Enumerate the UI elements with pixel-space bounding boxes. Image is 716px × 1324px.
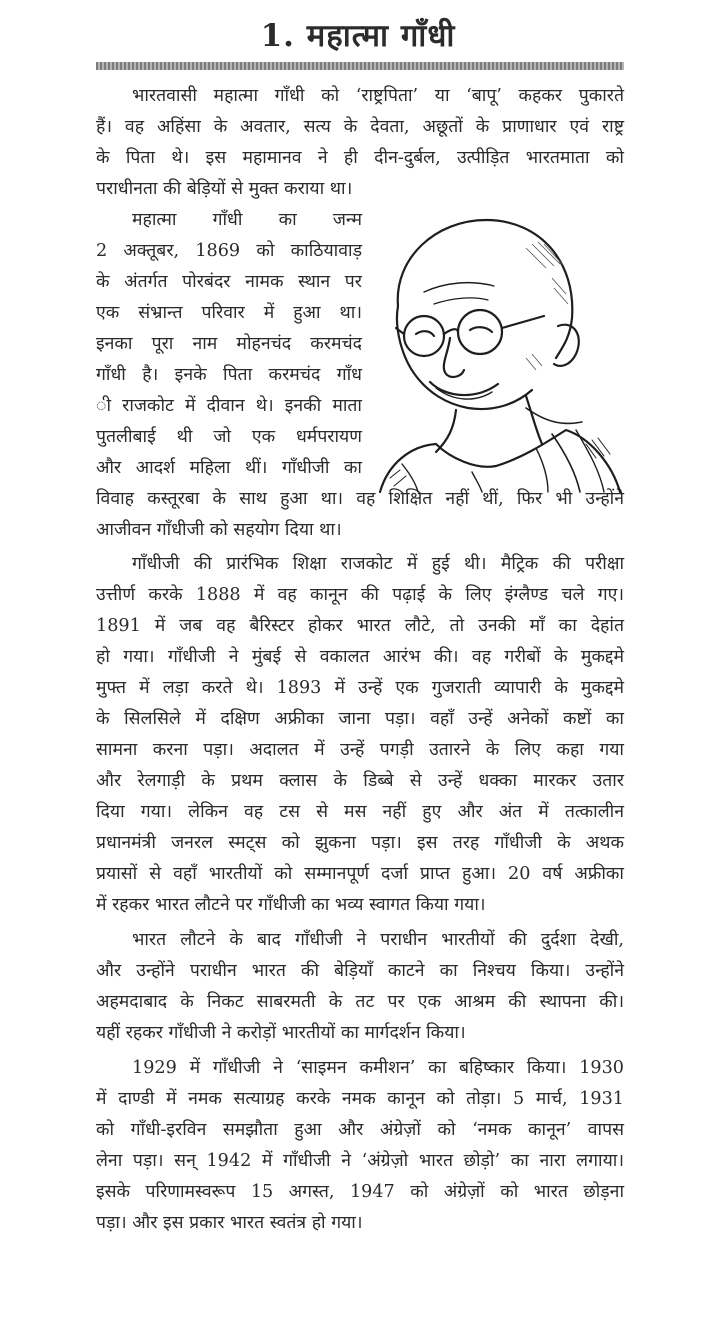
paragraph-5-line: पड़ा। और इस प्रकार भारत स्वतंत्र हो गया। — [96, 1213, 363, 1233]
paragraph-3-line: हो गया। गाँधीजी ने मुंबई से वकालत आरंभ की। वह गरीबों के मुकद्दमे — [96, 647, 624, 667]
paragraph-3-line: के सिलसिले में दक्षिण अफ्रीका जाना पड़ा। वहाँ उन्हें अनेकों कष्टों का — [96, 709, 624, 729]
paragraph-2-line: इनका पूरा नाम मोहनचंद करमचंद — [96, 334, 362, 354]
paragraph-5-line: 1929 में गाँधीजी ने ‘साइमन कमीशन’ का बहिष्कार किया। 1930 — [132, 1058, 624, 1078]
paragraph-3-line: मुफ्त में लड़ा करते थे। 1893 में उन्हें एक गुजराती व्यापारी के मुकद्दमे — [96, 678, 624, 698]
paragraph-2-line: गाँधी है। इनके पिता करमचंद गाँध — [96, 365, 362, 385]
paragraph-1-line: पराधीनता की बेड़ियों से मुक्त कराया था। — [96, 179, 353, 199]
paragraph-4-line: भारत लौटने के बाद गाँधीजी ने पराधीन भारतीयों की दुर्दशा देखी, — [132, 930, 624, 950]
paragraph-1-line: भारतवासी महात्मा गाँधी को ‘राष्ट्रपिता’ या ‘बापू’ कहकर पुकारते — [132, 86, 624, 106]
paragraph-2-line: एक संभ्रान्त परिवार में हुआ था। — [96, 303, 362, 323]
paragraph-3-line: में रहकर भारत लौटने पर गाँधीजी का भव्य स्वागत किया गया। — [96, 895, 486, 915]
paragraph-3-line: दिया गया। लेकिन वह टस से मस नहीं हुए और अंत में तत्कालीन — [96, 802, 624, 822]
paragraph-5-line: लेना पड़ा। सन् 1942 में गाँधीजी ने ‘अंग्रेज़ो भारत छोड़ो’ का नारा लगाया। — [96, 1151, 624, 1171]
gandhi-portrait-illustration — [376, 208, 624, 494]
paragraph-5-line: में दाण्डी में नमक सत्याग्रह करके नमक कानून को तोड़ा। 5 मार्च, 1931 — [96, 1089, 624, 1109]
paragraph-3-line: 1891 में जब वह बैरिस्टर होकर भारत लौटे, तो उनकी माँ का देहांत — [96, 616, 624, 636]
paragraph-5-line: इसके परिणामस्वरूप 15 अगस्त, 1947 को अंग्रेज़ों को भारत छोड़ना — [96, 1182, 624, 1202]
paragraph-2-line: 2 अक्तूबर, 1869 को काठियावाड़ — [96, 241, 362, 261]
paragraph-1-line: के पिता थे। इस महामानव ने ही दीन-दुर्बल, उत्पीड़ित भारतमाता को — [96, 148, 624, 168]
paragraph-4-line: यहीं रहकर गाँधीजी ने करोड़ों भारतीयों का मार्गदर्शन किया। — [96, 1023, 466, 1043]
paragraph-4-line: और उन्होंने पराधीन भारत की बेड़ियाँ काटने का निश्चय किया। उन्होंने — [96, 961, 624, 981]
paragraph-1-line: हैं। वह अहिंसा के अवतार, सत्य के देवता, अछूतों के प्राणाधार एवं राष्ट्र — [96, 117, 624, 137]
paragraph-3-line: और रेलगाड़ी के प्रथम क्लास के डिब्बे से उन्हें धक्का मारकर उतार — [96, 771, 624, 791]
paragraph-2-line: महात्मा गाँधी का जन्म — [132, 210, 362, 230]
paragraph-2-line: विवाह कस्तूरबा के साथ हुआ था। वह शिक्षित नहीं थीं, फिर भी उन्होंने — [96, 489, 624, 509]
paragraph-4-line: अहमदाबाद के निकट साबरमती के तट पर एक आश्रम की स्थापना की। — [96, 992, 624, 1012]
paragraph-3-line: उत्तीर्ण करके 1888 में वह कानून की पढ़ाई के लिए इंग्लैण्ड चले गए। — [96, 585, 624, 605]
paragraph-3-line: प्रयासों से वहाँ भारतीयों को सम्मानपूर्ण दर्जा प्राप्त हुआ। 20 वर्ष अफ्रीका — [96, 864, 624, 884]
page-title: 1. महात्मा गाँधी — [260, 18, 456, 54]
paragraph-2-line: पुतलीबाई थी जो एक धर्मपरायण — [96, 427, 362, 447]
paragraph-2-line: के अंतर्गत पोरबंदर नामक स्थान पर — [96, 272, 362, 292]
title-divider — [96, 62, 624, 70]
paragraph-5-line: को गाँधी-इरविन समझौता हुआ और अंग्रेज़ों को ‘नमक कानून’ वापस — [96, 1120, 624, 1140]
paragraph-3-line: प्रधानमंत्री जनरल स्मट्स को झुकना पड़ा। इस तरह गाँधीजी के अथक — [96, 833, 624, 853]
paragraph-2-line: ी राजकोट में दीवान थे। इनकी माता — [96, 396, 362, 416]
paragraph-3-line: सामना करना पड़ा। अदालत में उन्हें पगड़ी उतारने के लिए कहा गया — [96, 740, 624, 760]
paragraph-3-line: गाँधीजी की प्रारंभिक शिक्षा राजकोट में हुई थी। मैट्रिक की परीक्षा — [132, 554, 624, 574]
paragraph-2-line: और आदर्श महिला थीं। गाँधीजी का — [96, 458, 362, 478]
paragraph-2-line: आजीवन गाँधीजी को सहयोग दिया था। — [96, 520, 342, 540]
